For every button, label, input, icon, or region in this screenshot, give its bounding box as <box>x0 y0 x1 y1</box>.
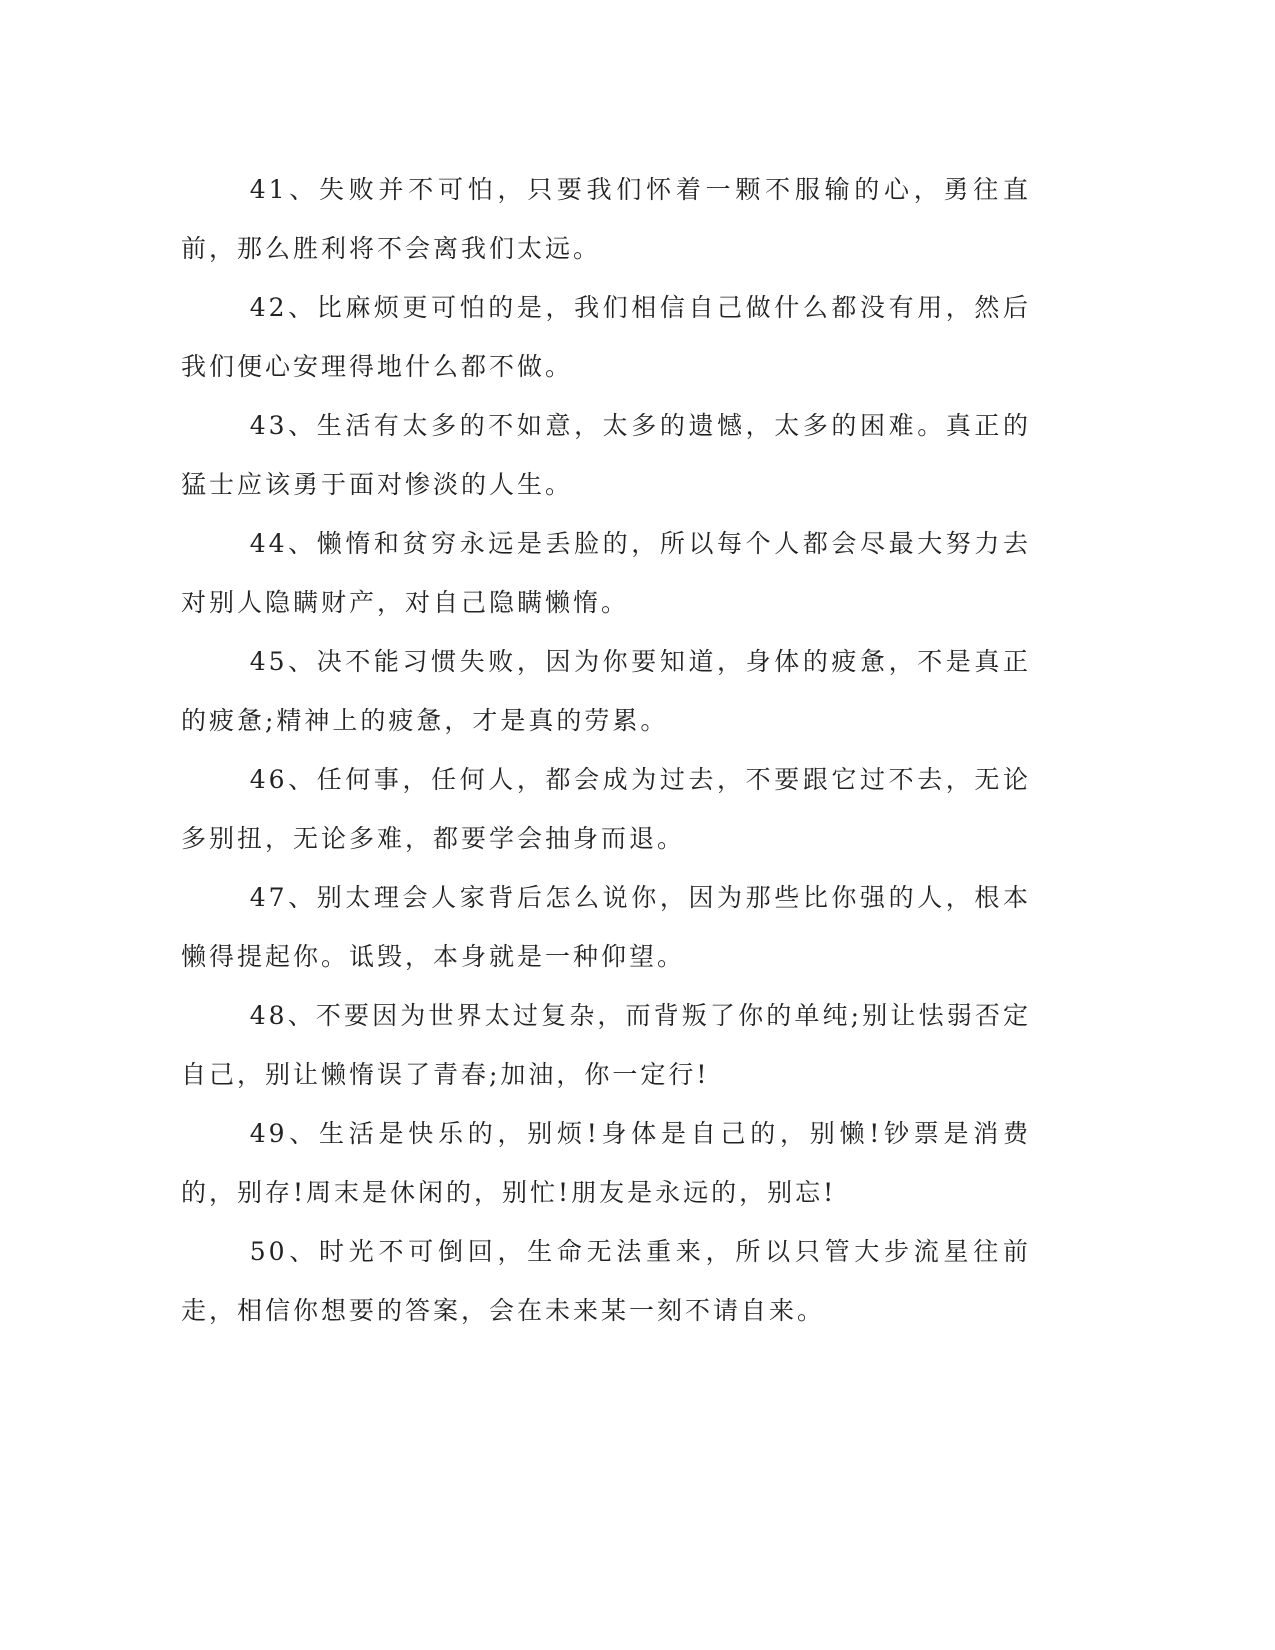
paragraph-45: 45、决不能习惯失败，因为你要知道，身体的疲惫，不是真正的疲惫;精神上的疲惫，才是真的劳累。 <box>181 647 1031 735</box>
paragraph-43: 43、生活有太多的不如意，太多的遗憾，太多的困难。真正的猛士应该勇于面对惨淡的人生。 <box>181 411 1031 499</box>
paragraph-48: 48、不要因为世界太过复杂，而背叛了你的单纯;别让怯弱否定自己，别让懒惰误了青春;加油，你一定行! <box>181 1001 1031 1089</box>
paragraph-42: 42、比麻烦更可怕的是，我们相信自己做什么都没有用，然后我们便心安理得地什么都不做。 <box>181 293 1031 381</box>
paragraph-46: 46、任何事，任何人，都会成为过去，不要跟它过不去，无论多别扭，无论多难，都要学会抽身而退。 <box>181 765 1031 853</box>
paragraph-49: 49、生活是快乐的，别烦!身体是自己的，别懒!钞票是消费的，别存!周末是休闲的，别忙!朋友是永远的，别忘! <box>181 1119 1031 1207</box>
paragraph-44: 44、懒惰和贫穷永远是丢脸的，所以每个人都会尽最大努力去对别人隐瞒财产，对自己隐瞒懒惰。 <box>181 529 1031 617</box>
paragraph-47: 47、别太理会人家背后怎么说你，因为那些比你强的人，根本懒得提起你。诋毁，本身就是一种仰望。 <box>181 883 1031 971</box>
document-body <box>181 160 1031 1340</box>
paragraph-50: 50、时光不可倒回，生命无法重来，所以只管大步流星往前走，相信你想要的答案，会在未来某一刻不请自来。 <box>181 1237 1031 1325</box>
paragraph-41: 41、失败并不可怕，只要我们怀着一颗不服输的心，勇往直前，那么胜利将不会离我们太远。 <box>181 175 1031 263</box>
